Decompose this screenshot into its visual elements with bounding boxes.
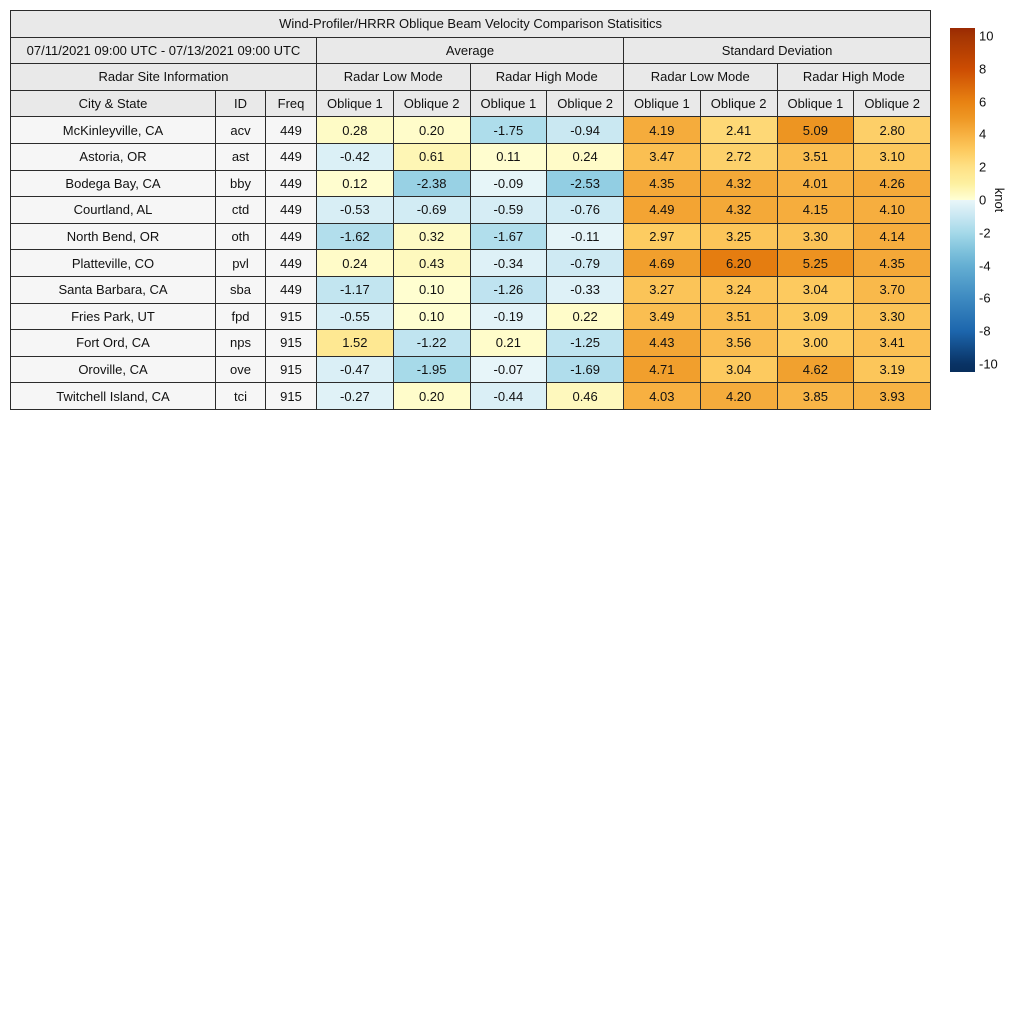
table-row <box>11 383 931 410</box>
table-row <box>11 170 931 197</box>
value-cell: 0.32 <box>393 223 470 250</box>
city-state-cell: North Bend, OR <box>11 223 216 250</box>
value-cell: 0.24 <box>547 143 624 170</box>
value-cell: 5.25 <box>777 250 854 277</box>
value-cell: -2.53 <box>547 170 624 197</box>
colorbar-tick-label: 2 <box>979 159 987 175</box>
value-cell: 3.49 <box>624 303 701 330</box>
group-header-average: Average <box>317 37 624 64</box>
city-state-cell: Bodega Bay, CA <box>11 170 216 197</box>
value-cell: 0.20 <box>393 383 470 410</box>
value-cell: -0.33 <box>547 276 624 303</box>
value-cell: 2.80 <box>854 117 931 144</box>
group-header-standard-deviation: Standard Deviation <box>624 37 931 64</box>
value-cell: -0.94 <box>547 117 624 144</box>
value-cell: 0.11 <box>470 143 547 170</box>
value-cell: 2.41 <box>700 117 777 144</box>
value-cell: 3.25 <box>700 223 777 250</box>
value-cell: -1.75 <box>470 117 547 144</box>
table-row <box>11 276 931 303</box>
value-cell: 3.70 <box>854 276 931 303</box>
column-header-oblique2: Oblique 2 <box>700 90 777 117</box>
value-cell: 4.14 <box>854 223 931 250</box>
table-title: Wind-Profiler/HRRR Oblique Beam Velocity Comparison Statisitics <box>11 11 931 38</box>
colorbar-tick-label: -4 <box>979 258 991 274</box>
value-cell: 3.51 <box>700 303 777 330</box>
freq-cell: 915 <box>266 330 317 357</box>
city-state-cell: Santa Barbara, CA <box>11 276 216 303</box>
colorbar-tick-label: 4 <box>979 126 987 142</box>
freq-cell: 449 <box>266 276 317 303</box>
value-cell: -0.19 <box>470 303 547 330</box>
value-cell: 0.12 <box>317 170 394 197</box>
value-cell: 3.04 <box>700 356 777 383</box>
value-cell: 3.85 <box>777 383 854 410</box>
value-cell: -1.67 <box>470 223 547 250</box>
site-id-cell: ctd <box>216 197 266 224</box>
value-cell: 4.03 <box>624 383 701 410</box>
mode-header-std-low: Radar Low Mode <box>624 64 778 91</box>
city-state-cell: Astoria, OR <box>11 143 216 170</box>
freq-cell: 449 <box>266 143 317 170</box>
value-cell: 4.15 <box>777 197 854 224</box>
column-header-freq: Freq <box>266 90 317 117</box>
freq-cell: 915 <box>266 356 317 383</box>
value-cell: 4.49 <box>624 197 701 224</box>
value-cell: 3.00 <box>777 330 854 357</box>
value-cell: -0.79 <box>547 250 624 277</box>
site-id-cell: bby <box>216 170 266 197</box>
value-cell: 1.52 <box>317 330 394 357</box>
value-cell: 2.72 <box>700 143 777 170</box>
value-cell: 0.61 <box>393 143 470 170</box>
mode-header-avg-high: Radar High Mode <box>470 64 624 91</box>
freq-cell: 449 <box>266 197 317 224</box>
column-header-oblique1: Oblique 1 <box>470 90 547 117</box>
value-cell: 4.20 <box>700 383 777 410</box>
value-cell: 4.62 <box>777 356 854 383</box>
column-header-oblique2: Oblique 2 <box>854 90 931 117</box>
value-cell: 6.20 <box>700 250 777 277</box>
value-cell: -0.09 <box>470 170 547 197</box>
value-cell: 0.10 <box>393 303 470 330</box>
value-cell: -0.27 <box>317 383 394 410</box>
value-cell: -1.69 <box>547 356 624 383</box>
value-cell: -1.95 <box>393 356 470 383</box>
city-state-cell: Fries Park, UT <box>11 303 216 330</box>
colorbar-unit-label: knot <box>992 187 1007 213</box>
value-cell: 3.19 <box>854 356 931 383</box>
value-cell: 0.24 <box>317 250 394 277</box>
value-cell: 4.01 <box>777 170 854 197</box>
colorbar-tick-label: 10 <box>979 28 994 44</box>
value-cell: -1.26 <box>470 276 547 303</box>
table-row <box>11 223 931 250</box>
freq-cell: 449 <box>266 223 317 250</box>
city-state-cell: Oroville, CA <box>11 356 216 383</box>
value-cell: -0.59 <box>470 197 547 224</box>
colorbar-tick-label: -10 <box>979 356 998 372</box>
value-cell: -0.44 <box>470 383 547 410</box>
value-cell: 4.35 <box>624 170 701 197</box>
value-cell: 0.10 <box>393 276 470 303</box>
value-cell: 0.20 <box>393 117 470 144</box>
column-header-oblique2: Oblique 2 <box>393 90 470 117</box>
site-id-cell: acv <box>216 117 266 144</box>
freq-cell: 449 <box>266 250 317 277</box>
value-cell: -0.53 <box>317 197 394 224</box>
value-cell: 0.22 <box>547 303 624 330</box>
column-header-oblique2: Oblique 2 <box>547 90 624 117</box>
colorbar-tick-label: 6 <box>979 94 987 110</box>
colorbar-tick-label: 8 <box>979 61 987 77</box>
site-id-cell: tci <box>216 383 266 410</box>
colorbar-tick-label: -6 <box>979 290 991 306</box>
value-cell: -0.11 <box>547 223 624 250</box>
site-id-cell: fpd <box>216 303 266 330</box>
table-row <box>11 330 931 357</box>
table-row <box>11 117 931 144</box>
table-row <box>11 143 931 170</box>
site-id-cell: pvl <box>216 250 266 277</box>
site-id-cell: ove <box>216 356 266 383</box>
value-cell: 3.27 <box>624 276 701 303</box>
city-state-cell: Platteville, CO <box>11 250 216 277</box>
value-cell: 0.28 <box>317 117 394 144</box>
value-cell: 0.46 <box>547 383 624 410</box>
column-header-oblique1: Oblique 1 <box>777 90 854 117</box>
statistics-table <box>10 10 931 410</box>
value-cell: -1.25 <box>547 330 624 357</box>
table-row <box>11 356 931 383</box>
freq-cell: 915 <box>266 303 317 330</box>
colorbar-tick-label: 0 <box>979 192 987 208</box>
value-cell: 3.41 <box>854 330 931 357</box>
value-cell: 3.30 <box>854 303 931 330</box>
value-cell: -0.34 <box>470 250 547 277</box>
group-header-row <box>11 37 931 64</box>
colorbar-tick-label: -2 <box>979 225 991 241</box>
site-id-cell: nps <box>216 330 266 357</box>
value-cell: -0.07 <box>470 356 547 383</box>
value-cell: 4.43 <box>624 330 701 357</box>
value-cell: 4.71 <box>624 356 701 383</box>
city-state-cell: Twitchell Island, CA <box>11 383 216 410</box>
column-header-city-state: City & State <box>11 90 216 117</box>
table-row <box>11 303 931 330</box>
column-header-oblique1: Oblique 1 <box>624 90 701 117</box>
value-cell: -2.38 <box>393 170 470 197</box>
value-cell: 3.24 <box>700 276 777 303</box>
value-cell: 2.97 <box>624 223 701 250</box>
value-cell: 3.30 <box>777 223 854 250</box>
column-header-id: ID <box>216 90 266 117</box>
value-cell: -0.76 <box>547 197 624 224</box>
value-cell: -0.55 <box>317 303 394 330</box>
freq-cell: 449 <box>266 117 317 144</box>
city-state-cell: McKinleyville, CA <box>11 117 216 144</box>
value-cell: 4.19 <box>624 117 701 144</box>
colorbar-tick-label: -8 <box>979 323 991 339</box>
site-info-header: Radar Site Information <box>11 64 317 91</box>
colorbar-gradient <box>950 28 975 372</box>
table-row <box>11 197 931 224</box>
value-cell: 3.93 <box>854 383 931 410</box>
value-cell: 5.09 <box>777 117 854 144</box>
value-cell: -0.47 <box>317 356 394 383</box>
mode-header-avg-low: Radar Low Mode <box>317 64 471 91</box>
value-cell: 4.32 <box>700 197 777 224</box>
mode-header-std-high: Radar High Mode <box>777 64 931 91</box>
value-cell: -1.22 <box>393 330 470 357</box>
value-cell: 3.09 <box>777 303 854 330</box>
city-state-cell: Courtland, AL <box>11 197 216 224</box>
value-cell: 3.56 <box>700 330 777 357</box>
value-cell: 0.43 <box>393 250 470 277</box>
mode-header-row <box>11 64 931 91</box>
value-cell: 4.26 <box>854 170 931 197</box>
site-id-cell: ast <box>216 143 266 170</box>
freq-cell: 915 <box>266 383 317 410</box>
value-cell: 4.69 <box>624 250 701 277</box>
value-cell: -0.42 <box>317 143 394 170</box>
freq-cell: 449 <box>266 170 317 197</box>
value-cell: 4.10 <box>854 197 931 224</box>
value-cell: 3.51 <box>777 143 854 170</box>
value-cell: 3.10 <box>854 143 931 170</box>
column-header-row <box>11 90 931 117</box>
table-row <box>11 250 931 277</box>
site-id-cell: sba <box>216 276 266 303</box>
value-cell: 3.47 <box>624 143 701 170</box>
title-row <box>11 11 931 38</box>
period-label: 07/11/2021 09:00 UTC - 07/13/2021 09:00 UTC <box>11 37 317 64</box>
value-cell: 0.21 <box>470 330 547 357</box>
value-cell: 3.04 <box>777 276 854 303</box>
column-header-oblique1: Oblique 1 <box>317 90 394 117</box>
value-cell: -1.62 <box>317 223 394 250</box>
value-cell: -1.17 <box>317 276 394 303</box>
site-id-cell: oth <box>216 223 266 250</box>
value-cell: 4.32 <box>700 170 777 197</box>
value-cell: -0.69 <box>393 197 470 224</box>
value-cell: 4.35 <box>854 250 931 277</box>
city-state-cell: Fort Ord, CA <box>11 330 216 357</box>
